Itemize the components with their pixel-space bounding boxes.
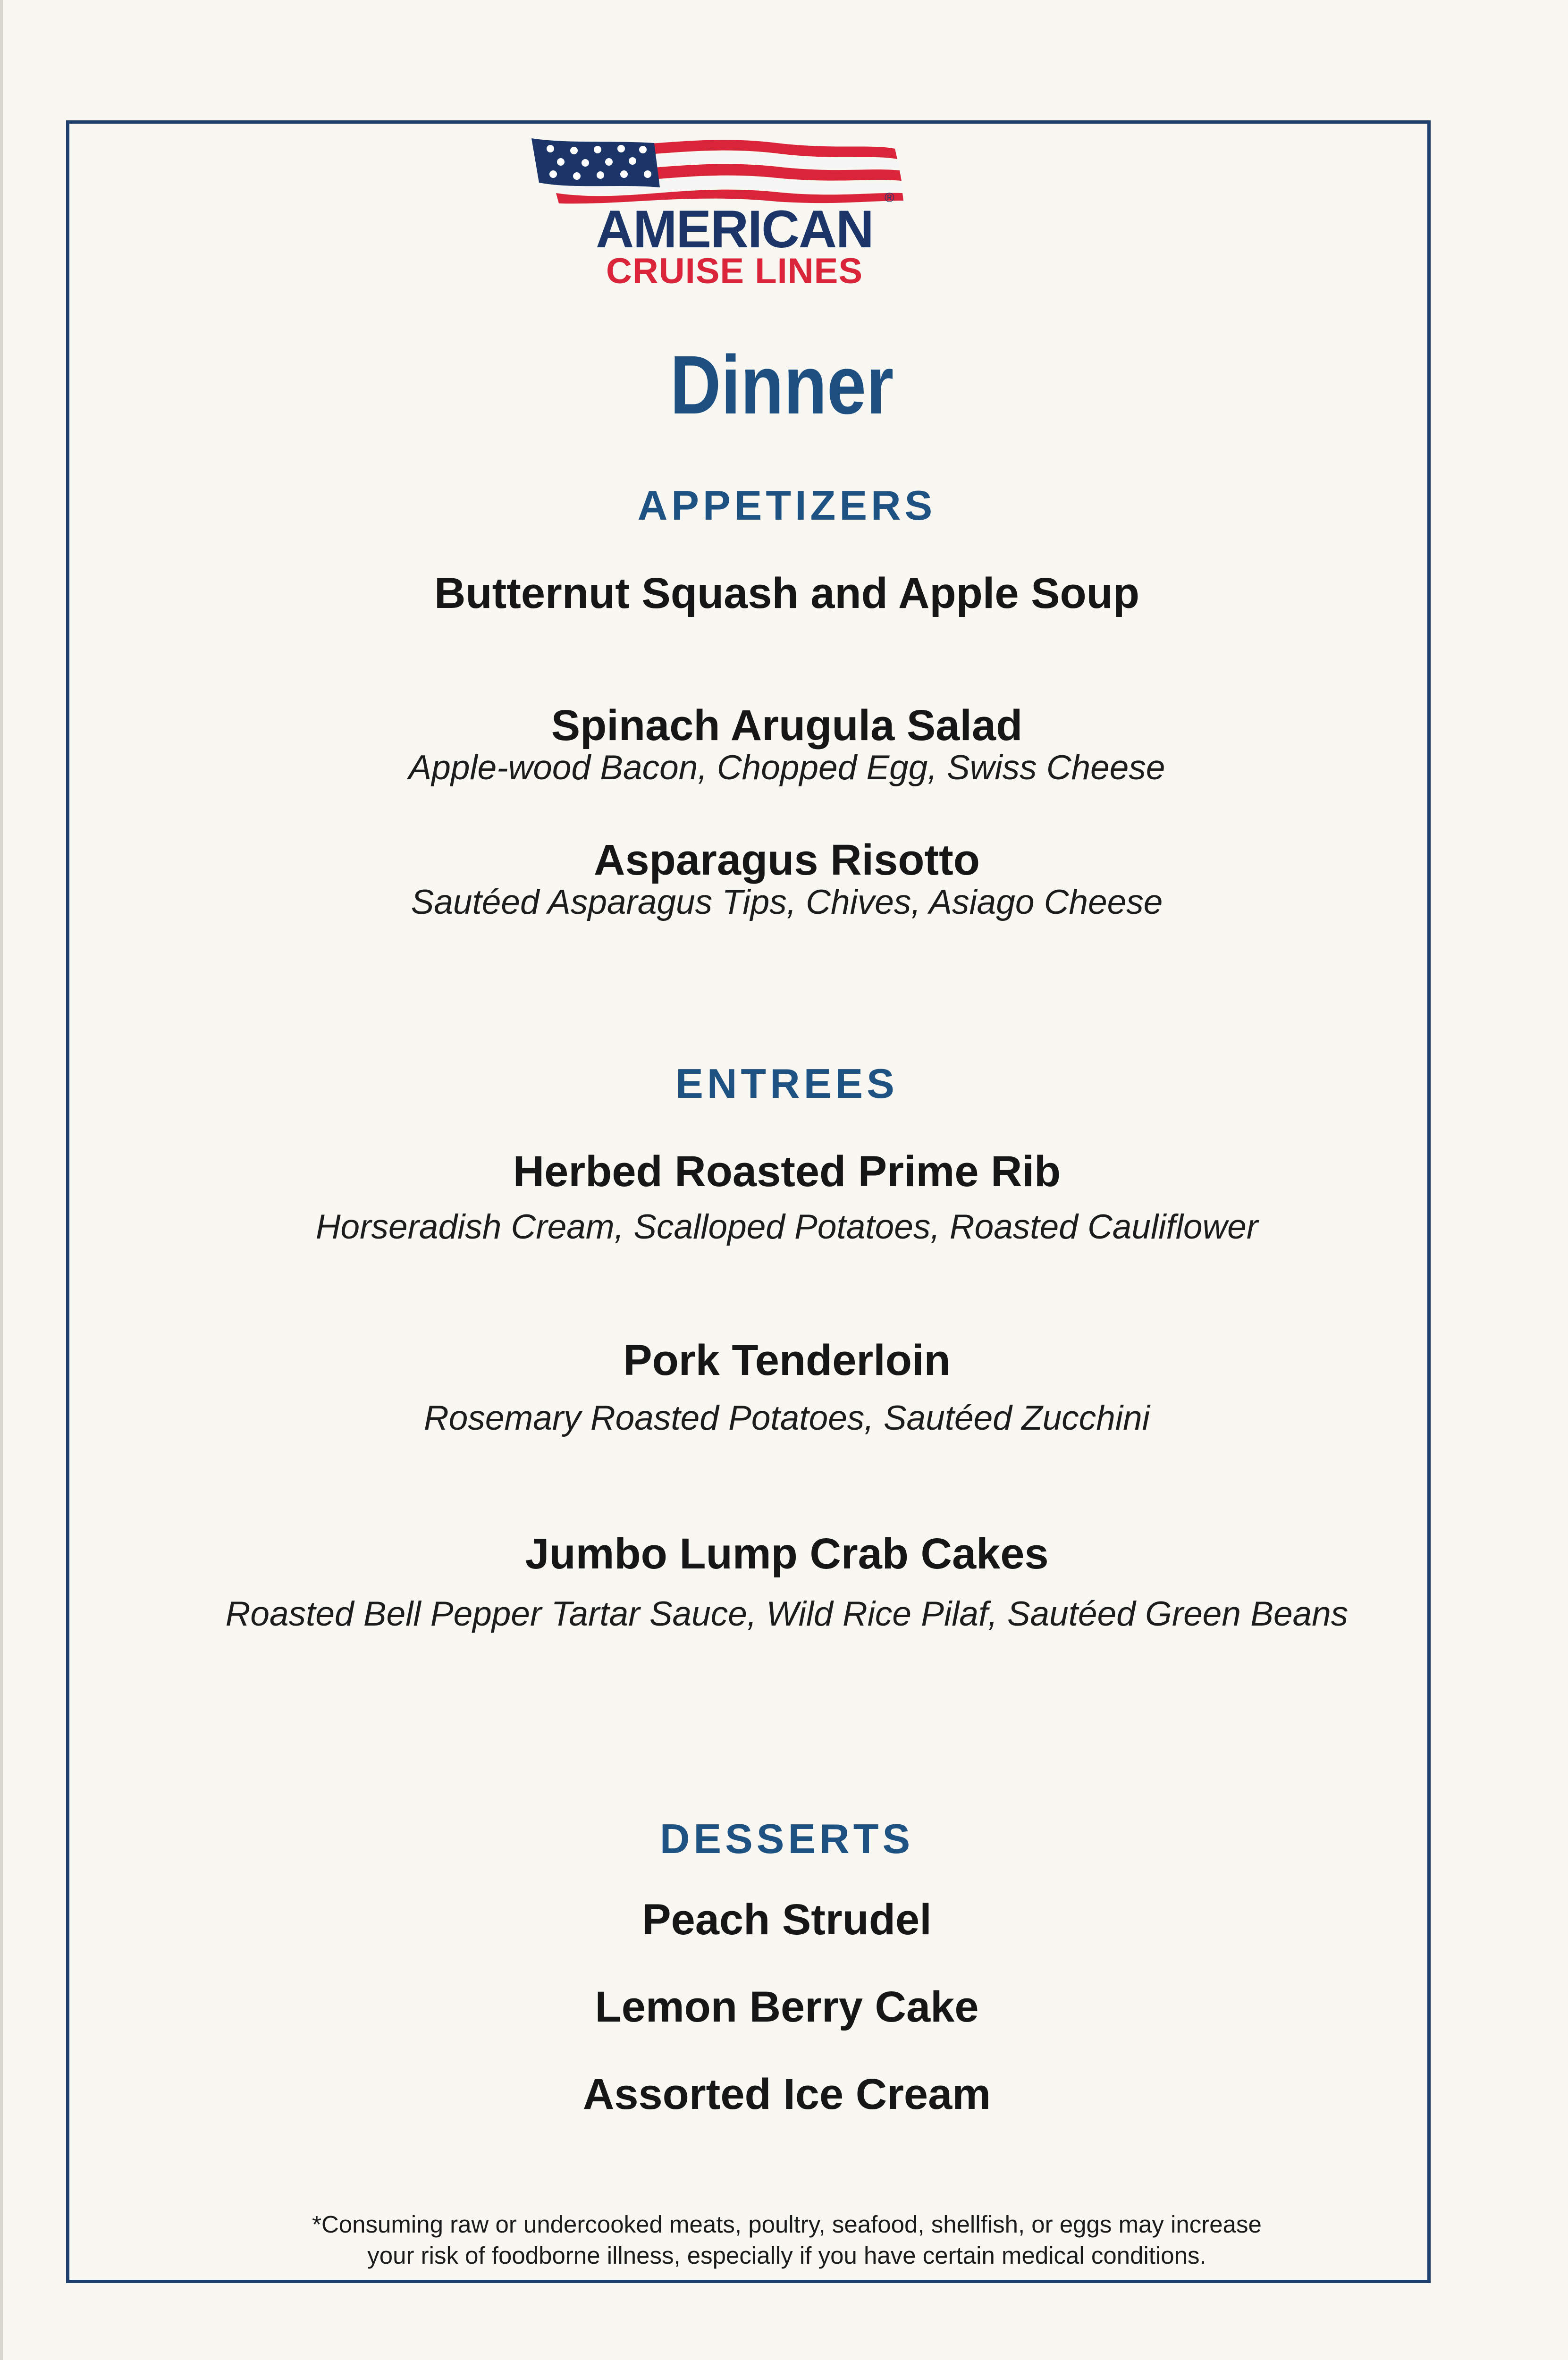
disclaimer-line: *Consuming raw or undercooked meats, poultry, seafood, shellfish, or eggs may increase [312,2211,1262,2238]
dish-description: Apple-wood Bacon, Chopped Egg, Swiss Cheese [408,749,1165,787]
dish-name: Herbed Roasted Prime Rib [513,1147,1061,1196]
dish-description: Horseradish Cream, Scalloped Potatoes, Roasted Cauliflower [315,1208,1258,1246]
dish-description: Rosemary Roasted Potatoes, Sautéed Zucchini [424,1399,1150,1437]
section-heading-desserts: DESSERTS [659,1815,914,1862]
logo-wordmark-cruise-lines: CRUISE LINES [606,251,863,291]
dish-description: Sautéed Asparagus Tips, Chives, Asiago Cheese [411,883,1163,921]
logo-wordmark-american: AMERICAN [596,200,873,259]
dish-name: Pork Tenderloin [623,1336,951,1384]
section-heading-entrees: ENTREES [675,1060,898,1107]
food-safety-disclaimer [3,2209,1568,2271]
dish-name: Jumbo Lump Crab Cakes [525,1530,1049,1578]
dessert-name: Assorted Ice Cream [582,2070,991,2118]
section-heading-appetizers: APPETIZERS [637,482,936,529]
menu-title: Dinner [670,339,894,431]
dessert-name: Lemon Berry Cake [595,1983,979,2031]
dessert-name: Peach Strudel [642,1896,932,1944]
dish-name: Butternut Squash and Apple Soup [434,569,1140,617]
menu-border-frame [66,120,1431,2283]
american-cruise-lines-logo [531,135,947,295]
dish-name: Asparagus Risotto [594,836,980,884]
disclaimer-line: your risk of foodborne illness, especially if you have certain medical conditions. [367,2242,1206,2269]
dish-name: Spinach Arugula Salad [551,701,1023,750]
dish-description: Roasted Bell Pepper Tartar Sauce, Wild Rice Pilaf, Sautéed Green Beans [225,1595,1349,1633]
registered-mark: ® [885,190,894,205]
